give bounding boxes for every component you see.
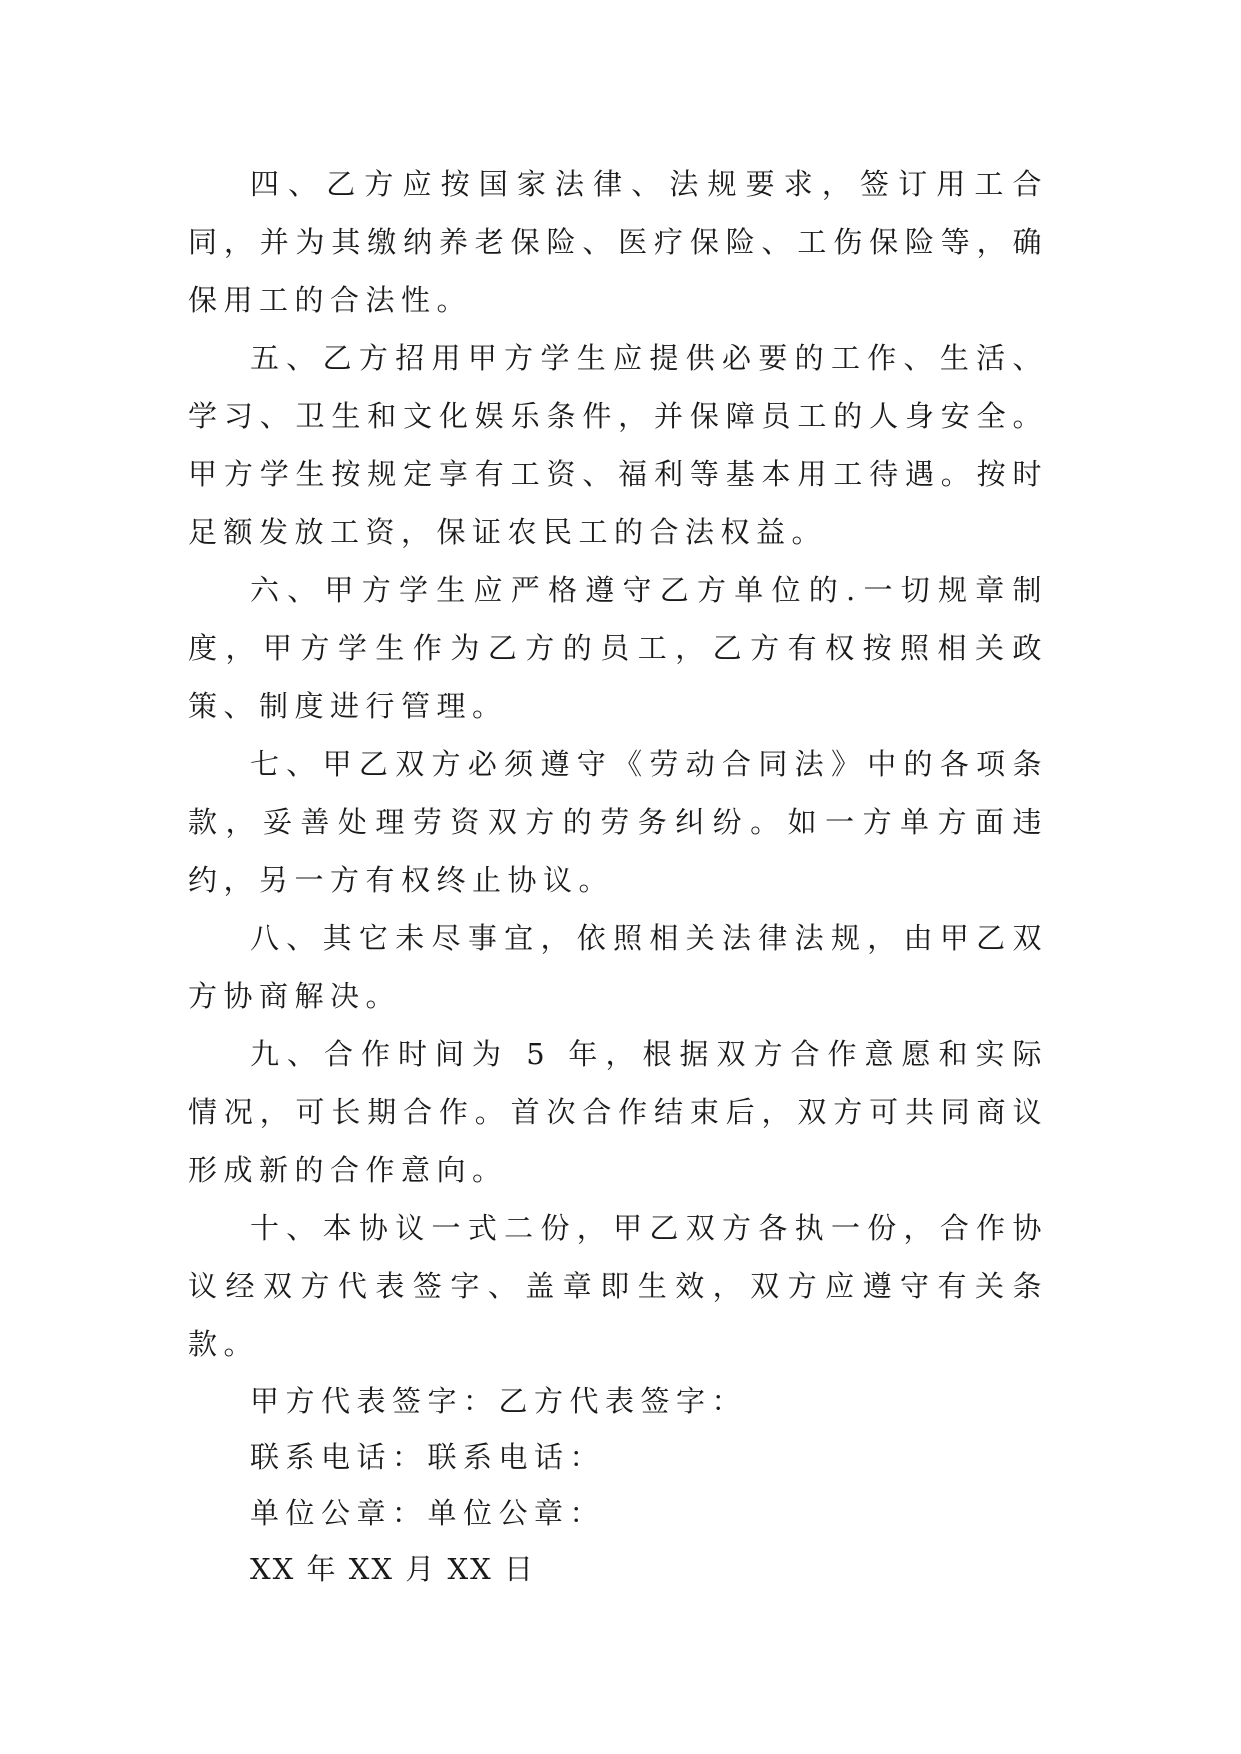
clause-7: 七、甲乙双方必须遵守《劳动合同法》中的各项条款，妥善处理劳资双方的劳务纠纷。如一方单方面违约，另一方有权终止协议。: [188, 747, 1048, 897]
clause-8: 八、其它未尽事宜，依照相关法律法规，由甲乙双方协商解决。: [188, 921, 1048, 1013]
contact-phone-line: 联系电话：联系电话：: [250, 1440, 606, 1474]
clause-4: 四、乙方应按国家法律、法规要求，签订用工合同，并为其缴纳养老保险、医疗保险、工伤保险等，确保用工的合法性。: [188, 167, 1048, 317]
date-line: XX 年 XX 月 XX 日: [250, 1552, 535, 1586]
clause-10: 十、本协议一式二份，甲乙双方各执一份，合作协议经双方代表签字、盖章即生效，双方应遵守有关条款。: [188, 1211, 1048, 1361]
representative-signature-line: 甲方代表签字：乙方代表签字：: [250, 1384, 748, 1418]
clause-6: 六、甲方学生应严格遵守乙方单位的.一切规章制度，甲方学生作为乙方的员工，乙方有权按照相关政策、制度进行管理。: [188, 573, 1048, 723]
document-body: [188, 155, 1048, 1597]
company-seal-line: 单位公章：单位公章：: [250, 1496, 606, 1530]
clause-9: 九、合作时间为 5 年，根据双方合作意愿和实际情况，可长期合作。首次合作结束后，双方可共同商议形成新的合作意向。: [188, 1037, 1048, 1187]
clause-5: 五、乙方招用甲方学生应提供必要的工作、生活、学习、卫生和文化娱乐条件，并保障员工的人身安全。甲方学生按规定享有工资、福利等基本用工待遇。按时足额发放工资，保证农民工的合法权益。: [188, 341, 1048, 549]
